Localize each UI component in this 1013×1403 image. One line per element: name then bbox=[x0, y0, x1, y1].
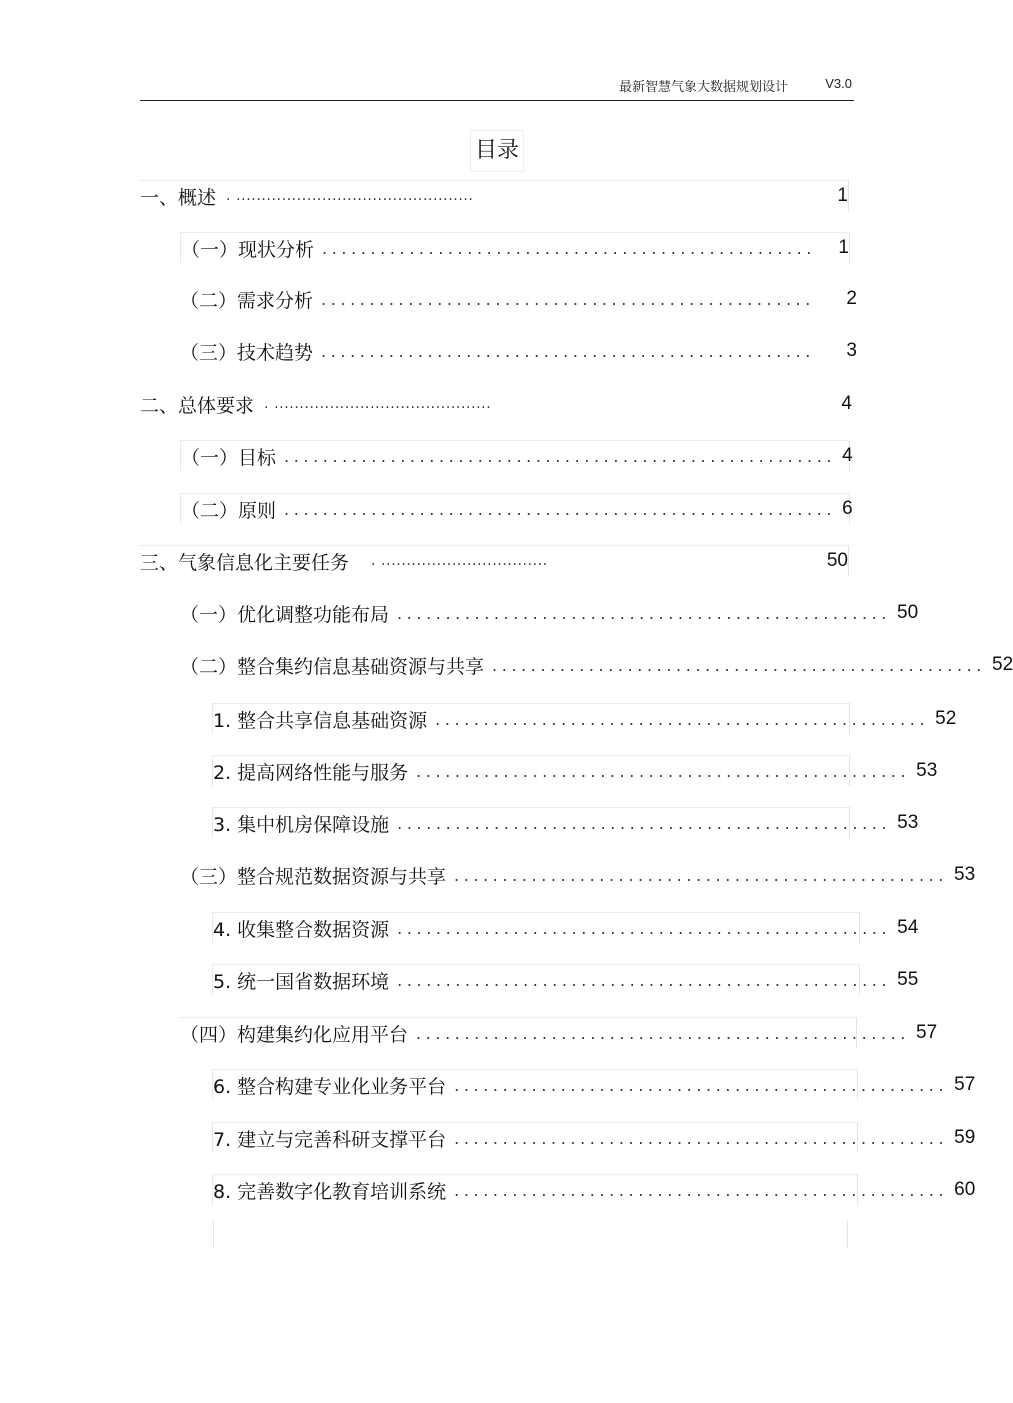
toc-entry-1[interactable] bbox=[140, 180, 849, 211]
toc-page-number: 57 bbox=[954, 1074, 976, 1095]
toc-page-number: 3 bbox=[846, 340, 857, 361]
toc-page-number: 53 bbox=[897, 812, 919, 833]
toc-leader-dots: ................................................... bbox=[454, 1180, 949, 1200]
toc-entry-1-2[interactable] bbox=[180, 284, 857, 314]
toc-entry-label: 一、概述 bbox=[140, 186, 217, 209]
toc-leader-dots: ................................................... bbox=[397, 918, 892, 938]
toc-entry-label: （一）现状分析 bbox=[181, 238, 315, 261]
toc-entry-label: 7. 建立与完善科研支撑平台 bbox=[213, 1128, 447, 1151]
frame-line-right bbox=[847, 1220, 848, 1248]
toc-leader-dots: ................................................... bbox=[321, 289, 815, 309]
toc-entry-2-2[interactable] bbox=[180, 493, 853, 524]
toc-entry-label: 3. 集中机房保障设施 bbox=[213, 813, 390, 836]
toc-leader-dots: ................................................... bbox=[435, 709, 930, 729]
toc-entry-label: （三）技术趋势 bbox=[180, 341, 314, 364]
page-header bbox=[140, 72, 854, 101]
toc-leader-dots: ................................................... bbox=[397, 603, 891, 623]
toc-page-number: 4 bbox=[841, 393, 852, 414]
header-version: V3.0 bbox=[825, 76, 852, 91]
toc-page-number: 60 bbox=[954, 1179, 976, 1200]
toc-page-number: 1 bbox=[838, 237, 849, 258]
toc-entry-label: 三、气象信息化主要任务 bbox=[140, 551, 350, 574]
toc-leader-dots: ................................................... bbox=[397, 970, 892, 990]
frame-line-left bbox=[213, 1220, 214, 1248]
toc-page-number: 52 bbox=[935, 708, 957, 729]
toc-leader-dots: ................................................... bbox=[416, 761, 911, 781]
toc-leader-dots: ................................................... bbox=[492, 655, 986, 675]
toc-leader-dots: ......................................................... bbox=[284, 446, 837, 466]
toc-page-number: 53 bbox=[916, 760, 938, 781]
toc-leader-dots: ................................................... bbox=[454, 1128, 949, 1148]
toc-entry-3-4[interactable] bbox=[180, 1017, 938, 1048]
toc-entry-3-1[interactable] bbox=[180, 598, 919, 628]
toc-leader-dots: ......................................................... bbox=[284, 499, 837, 519]
toc-page-number: 59 bbox=[954, 1127, 976, 1148]
toc-entry-3-2-1[interactable] bbox=[212, 703, 957, 734]
toc-leader-dots: ................................................... bbox=[397, 813, 892, 833]
toc-entry-3-4-6[interactable] bbox=[212, 1069, 976, 1100]
toc-entry-3[interactable] bbox=[140, 545, 849, 576]
toc-entry-label: 1. 整合共享信息基础资源 bbox=[213, 709, 428, 732]
toc-leader-dots: ................................................... bbox=[454, 865, 948, 885]
toc-entry-2[interactable] bbox=[140, 389, 852, 419]
toc-entry-label: （三）整合规范数据资源与共享 bbox=[180, 865, 447, 888]
toc-page-number: 1 bbox=[837, 185, 848, 206]
toc-page-number: 52 bbox=[992, 654, 1013, 675]
toc-entry-3-3-5[interactable] bbox=[212, 964, 919, 995]
toc-entry-3-3[interactable] bbox=[180, 860, 976, 890]
toc-page-number: 50 bbox=[826, 550, 848, 571]
toc-entry-3-4-7[interactable] bbox=[212, 1122, 976, 1153]
toc-entry-3-4-8[interactable] bbox=[212, 1174, 976, 1205]
toc-page-number: 2 bbox=[846, 288, 857, 309]
header-title: 最新智慧气象大数据规划设计 bbox=[618, 80, 788, 95]
toc-page-number: 4 bbox=[842, 445, 853, 466]
toc-entry-label: （二）需求分析 bbox=[180, 289, 314, 312]
toc-entry-1-3[interactable] bbox=[180, 336, 857, 366]
toc-entry-3-2-3[interactable] bbox=[212, 807, 919, 838]
toc-leader-dots: ................................................... bbox=[322, 238, 816, 258]
toc-leader-dots: . ................................. bbox=[371, 553, 548, 569]
toc-entry-label: 2. 提高网络性能与服务 bbox=[213, 761, 409, 784]
toc-leader-dots: ................................................... bbox=[454, 1075, 949, 1095]
toc-entry-label: 6. 整合构建专业化业务平台 bbox=[213, 1075, 447, 1098]
toc-title: 目录 bbox=[470, 130, 524, 172]
toc-entry-1-1[interactable] bbox=[180, 232, 850, 263]
toc-page-number: 53 bbox=[954, 864, 976, 885]
toc-leader-dots: ................................................... bbox=[416, 1023, 910, 1043]
toc-entry-label: （一）目标 bbox=[181, 446, 277, 469]
toc-page-number: 6 bbox=[842, 498, 853, 519]
toc-page-number: 50 bbox=[897, 602, 919, 623]
toc-entry-3-2-2[interactable] bbox=[212, 755, 938, 786]
toc-page-number: 54 bbox=[897, 917, 919, 938]
toc-entry-label: （二）整合集约信息基础资源与共享 bbox=[180, 655, 485, 678]
toc-leader-dots: ................................................... bbox=[321, 341, 815, 361]
toc-leader-dots: . ............................................... bbox=[226, 188, 474, 204]
toc-entry-label: （二）原则 bbox=[181, 499, 277, 522]
toc-entry-3-3-4[interactable] bbox=[212, 912, 919, 943]
toc-entry-3-2[interactable] bbox=[180, 650, 1013, 680]
toc-entry-label: （一）优化调整功能布局 bbox=[180, 603, 390, 626]
toc-entry-label: 二、总体要求 bbox=[140, 394, 255, 417]
toc-leader-dots: . ........................................... bbox=[264, 396, 492, 412]
toc-entry-label: （四）构建集约化应用平台 bbox=[180, 1023, 409, 1046]
toc-entry-label: 5. 统一国省数据环境 bbox=[213, 970, 390, 993]
toc-page-number: 57 bbox=[916, 1022, 938, 1043]
toc-entry-label: 8. 完善数字化教育培训系统 bbox=[213, 1180, 447, 1203]
toc-entry-label: 4. 收集整合数据资源 bbox=[213, 918, 390, 941]
toc-page-number: 55 bbox=[897, 969, 919, 990]
toc-entry-2-1[interactable] bbox=[180, 440, 853, 471]
